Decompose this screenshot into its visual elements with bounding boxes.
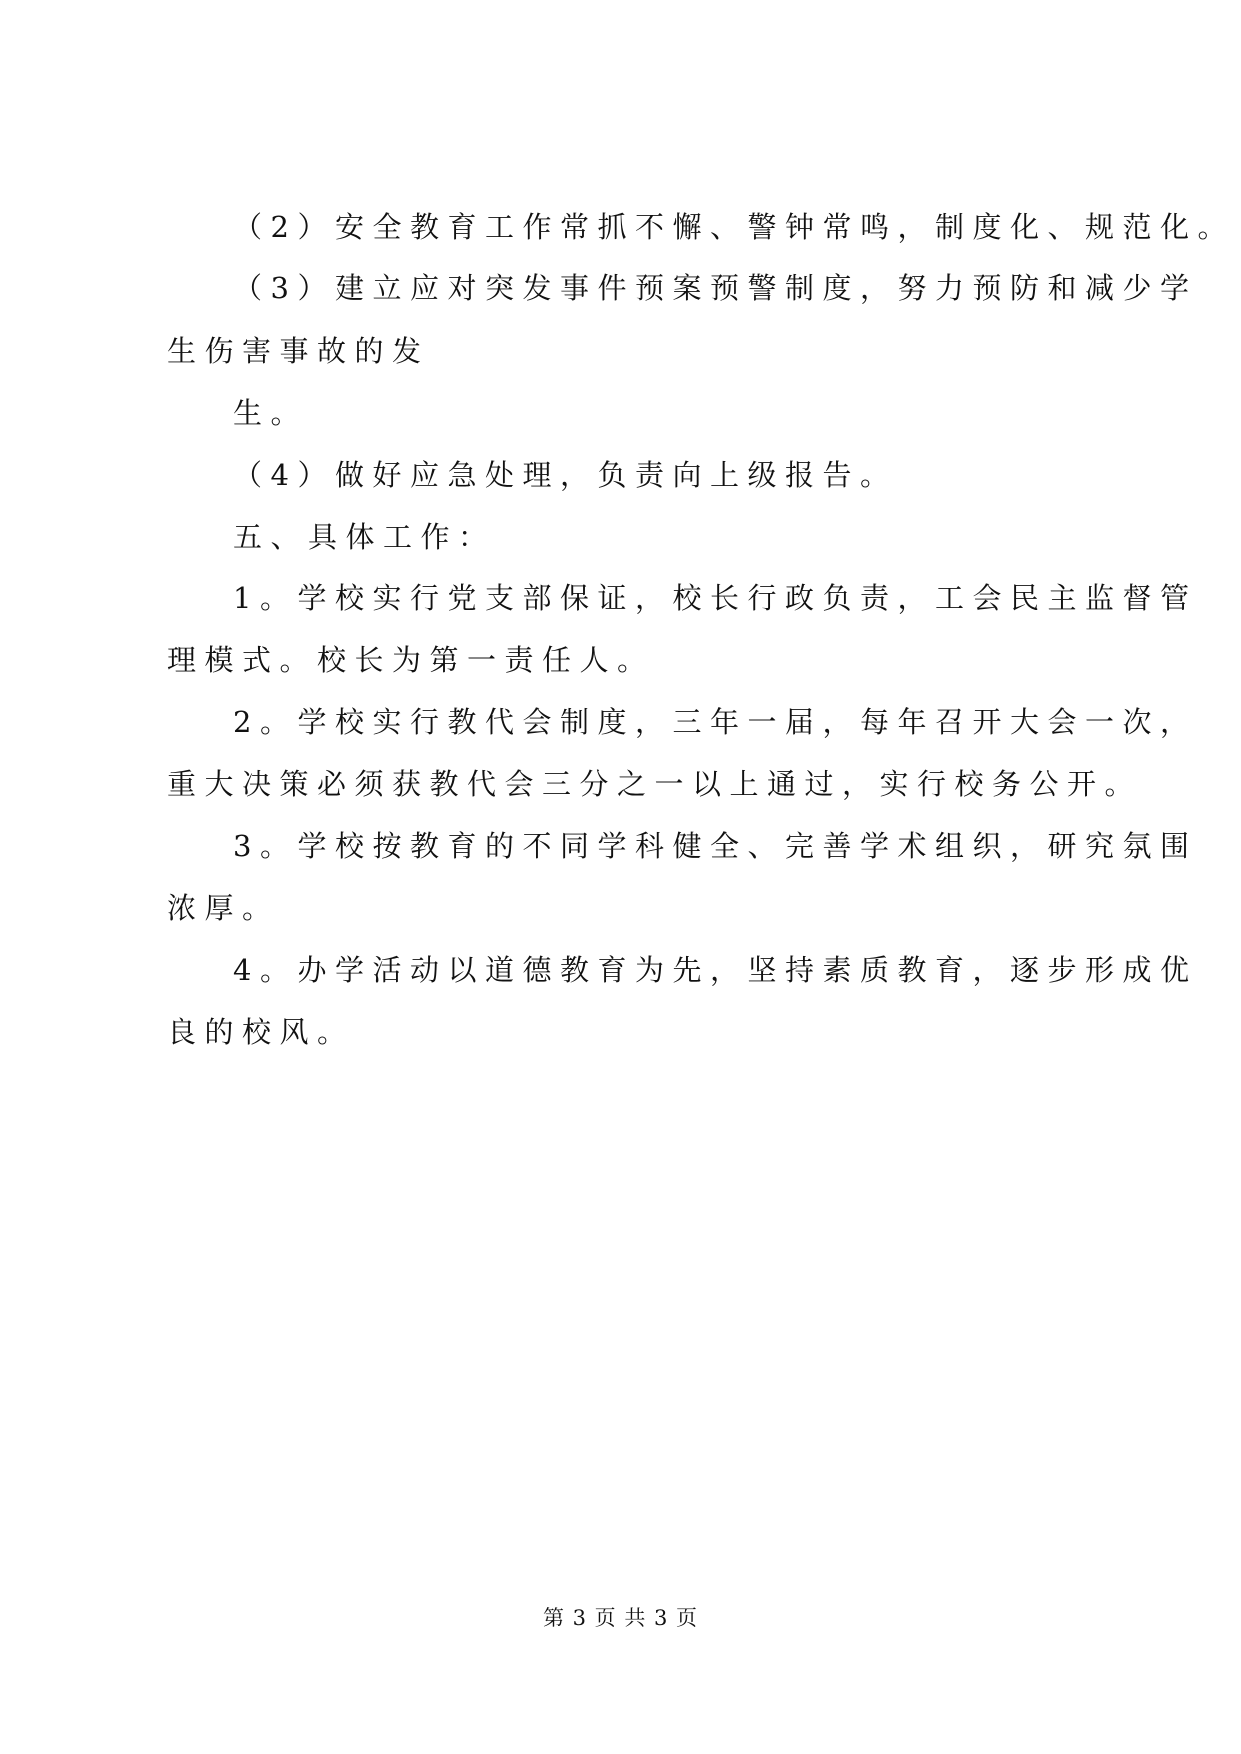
section-heading: 五、具体工作：	[233, 520, 496, 554]
page-number-footer: 第 3 页 共 3 页	[542, 1606, 699, 1630]
text-line: 良的校风。	[167, 1015, 355, 1049]
text-line: 生。	[233, 396, 309, 430]
text-line: 理模式。校长为第一责任人。	[167, 643, 655, 677]
text-line: （4）做好应急处理，负责向上级报告。	[233, 458, 898, 492]
text-line: 4。办学活动以道德教育为先，坚持素质教育，逐步形成优	[233, 953, 1198, 987]
text-line: 重大决策必须获教代会三分之一以上通过，实行校务公开。	[167, 767, 1143, 801]
text-line: 1。学校实行党支部保证，校长行政负责，工会民主监督管	[233, 581, 1198, 615]
text-line: （3）建立应对突发事件预案预警制度，努力预防和减少学	[233, 271, 1198, 305]
text-line: 浓厚。	[167, 891, 280, 925]
text-line: （2）安全教育工作常抓不懈、警钟常鸣，制度化、规范化。	[233, 210, 1235, 244]
text-line: 生伤害事故的发	[167, 334, 430, 368]
text-line: 3。学校按教育的不同学科健全、完善学术组织，研究氛围	[233, 829, 1198, 863]
text-line: 2。学校实行教代会制度，三年一届，每年召开大会一次，	[233, 705, 1198, 739]
